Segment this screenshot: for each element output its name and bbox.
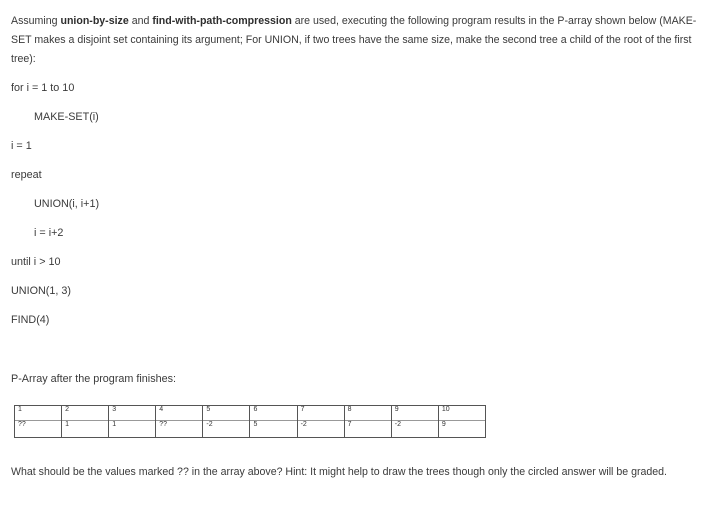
p-array-index: 5 xyxy=(203,406,250,421)
p-array-index: 10 xyxy=(438,406,485,421)
p-array-index: 8 xyxy=(344,406,391,421)
p-array-value: 9 xyxy=(438,421,485,438)
p-array-index: 2 xyxy=(62,406,109,421)
p-array-index: 9 xyxy=(391,406,438,421)
p-array-table xyxy=(14,405,486,438)
p-array-value-row xyxy=(15,421,486,438)
p-array-value: 1 xyxy=(62,421,109,438)
p-array-value: -2 xyxy=(297,421,344,438)
intro-text: are used, executing the following program results in the P-array shown below (MAKE-SET makes a disjoint set containing its argument; For UNION, if two trees have the same size, make the second tree a child of the root of the first tree): xyxy=(11,15,697,65)
p-array-value: 1 xyxy=(109,421,156,438)
problem-statement xyxy=(11,12,711,69)
code-line-increment: i = i+2 xyxy=(34,227,64,239)
code-line-until: until i > 10 xyxy=(11,256,61,268)
p-array-index: 1 xyxy=(15,406,62,421)
code-line-makeset: MAKE-SET(i) xyxy=(34,111,99,123)
intro-text: Assuming xyxy=(11,15,61,27)
p-array-value: 7 xyxy=(344,421,391,438)
intro-text: and xyxy=(128,15,153,27)
p-array-index: 4 xyxy=(156,406,203,421)
p-array-index-row xyxy=(15,406,486,421)
code-line-union-1-3: UNION(1, 3) xyxy=(11,285,71,297)
path-compression-term: find-with-path-compression xyxy=(152,15,292,27)
parray-label: P-Array after the program finishes: xyxy=(11,373,177,385)
union-by-size-term: union-by-size xyxy=(60,15,129,27)
code-line-for: for i = 1 to 10 xyxy=(11,82,75,94)
p-array-index: 6 xyxy=(250,406,297,421)
p-array-value: -2 xyxy=(391,421,438,438)
p-array-value: 5 xyxy=(250,421,297,438)
p-array-value: -2 xyxy=(203,421,250,438)
p-array-value: ?? xyxy=(156,421,203,438)
question-text: What should be the values marked ?? in the array above? Hint: It might help to draw the trees though only the circled answer will be graded. xyxy=(11,466,668,478)
code-line-init: i = 1 xyxy=(11,140,32,152)
p-array-value: ?? xyxy=(15,421,62,438)
p-array-index: 3 xyxy=(109,406,156,421)
code-line-repeat: repeat xyxy=(11,169,42,181)
code-line-find: FIND(4) xyxy=(11,314,50,326)
p-array-index: 7 xyxy=(297,406,344,421)
code-line-union: UNION(i, i+1) xyxy=(34,198,100,210)
